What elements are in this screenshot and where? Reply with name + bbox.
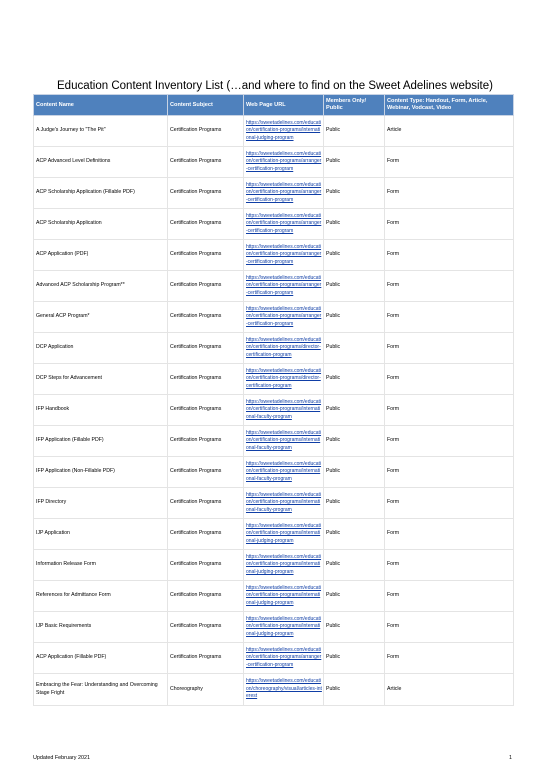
cell-content-type: Form (385, 364, 514, 395)
table-row (34, 457, 514, 488)
cell-content-name: DCP Application (34, 333, 168, 364)
table-row (34, 426, 514, 457)
table-row (34, 643, 514, 674)
cell-members-public: Public (324, 519, 385, 550)
cell-content-name: IJP Basic Requirements (34, 612, 168, 643)
cell-content-subject: Certification Programs (168, 643, 244, 674)
table-row (34, 550, 514, 581)
table-row (34, 364, 514, 395)
cell-content-type: Form (385, 488, 514, 519)
cell-members-public: Public (324, 674, 385, 706)
cell-members-public: Public (324, 209, 385, 240)
cell-content-type: Form (385, 426, 514, 457)
cell-content-subject: Choreography (168, 674, 244, 706)
cell-members-public: Public (324, 116, 385, 147)
cell-content-subject: Certification Programs (168, 488, 244, 519)
cell-content-subject: Certification Programs (168, 271, 244, 302)
cell-web-page-link[interactable]: https://sweetadelines.com/education/certification-programs/international-judging-program (244, 519, 324, 550)
cell-web-page-link[interactable]: https://sweetadelines.com/education/certification-programs/international-faculty-program (244, 395, 324, 426)
cell-web-page-link[interactable]: https://sweetadelines.com/education/certification-programs/arranger-certification-program (244, 271, 324, 302)
cell-content-name: Embracing the Fear: Understanding and Overcoming Stage Fright (34, 674, 168, 706)
cell-members-public: Public (324, 395, 385, 426)
cell-content-name: IJP Application (34, 519, 168, 550)
cell-content-subject: Certification Programs (168, 302, 244, 333)
cell-content-subject: Certification Programs (168, 116, 244, 147)
cell-members-public: Public (324, 581, 385, 612)
table-row (34, 519, 514, 550)
cell-members-public: Public (324, 147, 385, 178)
cell-content-subject: Certification Programs (168, 395, 244, 426)
cell-members-public: Public (324, 178, 385, 209)
cell-content-type: Article (385, 116, 514, 147)
cell-members-public: Public (324, 488, 385, 519)
cell-content-name: IFP Handbook (34, 395, 168, 426)
cell-web-page-link[interactable]: https://sweetadelines.com/education/certification-programs/arranger-certification-program (244, 302, 324, 333)
table-row (34, 395, 514, 426)
cell-members-public: Public (324, 364, 385, 395)
cell-content-subject: Certification Programs (168, 581, 244, 612)
cell-web-page-link[interactable]: https://sweetadelines.com/education/certification-programs/international-judging-program (244, 612, 324, 643)
cell-content-name: IFP Directory (34, 488, 168, 519)
cell-content-type: Form (385, 240, 514, 271)
header-members-public: Members Only/ Public (324, 95, 385, 116)
footer-page-number: 1 (509, 755, 512, 761)
cell-content-type: Form (385, 581, 514, 612)
cell-web-page-link[interactable]: https://sweetadelines.com/education/certification-programs/director-certification-program (244, 364, 324, 395)
cell-web-page-link[interactable]: https://sweetadelines.com/education/choreography/visual/articles-interest (244, 674, 324, 706)
footer-updated: Updated February 2021 (33, 755, 90, 761)
cell-content-type: Form (385, 333, 514, 364)
cell-web-page-link[interactable]: https://sweetadelines.com/education/certification-programs/international-faculty-program (244, 488, 324, 519)
cell-content-subject: Certification Programs (168, 364, 244, 395)
table-row (34, 302, 514, 333)
cell-content-name: Advanced ACP Scholarship Program** (34, 271, 168, 302)
cell-content-subject: Certification Programs (168, 333, 244, 364)
cell-web-page-link[interactable]: https://sweetadelines.com/education/certification-programs/arranger-certification-program (244, 209, 324, 240)
cell-content-subject: Certification Programs (168, 550, 244, 581)
inventory-table (33, 94, 514, 706)
cell-web-page-link[interactable]: https://sweetadelines.com/education/certification-programs/international-faculty-program (244, 457, 324, 488)
header-row (34, 95, 514, 116)
cell-content-name: ACP Application (PDF) (34, 240, 168, 271)
cell-content-name: ACP Scholarship Application (Fillable PDF) (34, 178, 168, 209)
cell-content-name: DCP Steps for Advancement (34, 364, 168, 395)
header-content-name: Content Name (34, 95, 168, 116)
cell-members-public: Public (324, 333, 385, 364)
cell-content-subject: Certification Programs (168, 178, 244, 209)
cell-members-public: Public (324, 457, 385, 488)
cell-web-page-link[interactable]: https://sweetadelines.com/education/certification-programs/international-judging-program (244, 550, 324, 581)
cell-content-subject: Certification Programs (168, 209, 244, 240)
cell-members-public: Public (324, 643, 385, 674)
cell-content-type: Form (385, 519, 514, 550)
cell-web-page-link[interactable]: https://sweetadelines.com/education/certification-programs/international-judging-program (244, 116, 324, 147)
cell-content-type: Form (385, 209, 514, 240)
cell-content-name: IFP Application (Fillable PDF) (34, 426, 168, 457)
cell-content-type: Form (385, 395, 514, 426)
table-row (34, 333, 514, 364)
cell-members-public: Public (324, 271, 385, 302)
table-row (34, 178, 514, 209)
cell-content-name: General ACP Program* (34, 302, 168, 333)
cell-content-subject: Certification Programs (168, 240, 244, 271)
table-row (34, 240, 514, 271)
cell-content-type: Form (385, 643, 514, 674)
cell-content-subject: Certification Programs (168, 426, 244, 457)
cell-content-subject: Certification Programs (168, 612, 244, 643)
header-web-page-url: Web Page URL (244, 95, 324, 116)
cell-content-name: ACP Advanced Level Definitions (34, 147, 168, 178)
cell-content-subject: Certification Programs (168, 147, 244, 178)
cell-web-page-link[interactable]: https://sweetadelines.com/education/certification-programs/arranger-certification-program (244, 240, 324, 271)
cell-members-public: Public (324, 550, 385, 581)
cell-content-type: Form (385, 178, 514, 209)
table-row (34, 488, 514, 519)
cell-members-public: Public (324, 302, 385, 333)
cell-content-subject: Certification Programs (168, 519, 244, 550)
cell-content-type: Form (385, 457, 514, 488)
cell-members-public: Public (324, 426, 385, 457)
cell-content-type: Form (385, 612, 514, 643)
page-title: Education Content Inventory List (…and where to find on the Sweet Adelines website) (57, 80, 493, 92)
cell-content-type: Form (385, 302, 514, 333)
cell-web-page-link[interactable]: https://sweetadelines.com/education/certification-programs/arranger-certification-program (244, 643, 324, 674)
header-content-type: Content Type: Handout, Form, Article, Webinar, Vodcast, Video (385, 95, 514, 116)
cell-web-page-link[interactable]: https://sweetadelines.com/education/certification-programs/international-faculty-program (244, 426, 324, 457)
header-content-subject: Content Subject (168, 95, 244, 116)
cell-web-page-link[interactable]: https://sweetadelines.com/education/certification-programs/arranger-certification-program (244, 147, 324, 178)
cell-members-public: Public (324, 612, 385, 643)
table-row (34, 581, 514, 612)
cell-content-name: References for Admittance Form (34, 581, 168, 612)
cell-members-public: Public (324, 240, 385, 271)
table-row (34, 116, 514, 147)
cell-web-page-link[interactable]: https://sweetadelines.com/education/certification-programs/director-certification-program (244, 333, 324, 364)
cell-content-type: Form (385, 550, 514, 581)
table-row (34, 209, 514, 240)
cell-content-name: Information Release Form (34, 550, 168, 581)
cell-content-type: Form (385, 271, 514, 302)
table-header (34, 95, 514, 116)
cell-content-name: ACP Scholarship Application (34, 209, 168, 240)
cell-content-subject: Certification Programs (168, 457, 244, 488)
cell-web-page-link[interactable]: https://sweetadelines.com/education/certification-programs/international-judging-program (244, 581, 324, 612)
cell-content-name: ACP Application (Fillable PDF) (34, 643, 168, 674)
cell-web-page-link[interactable]: https://sweetadelines.com/education/certification-programs/arranger-certification-program (244, 178, 324, 209)
cell-content-type: Article (385, 674, 514, 706)
table-body (34, 116, 514, 706)
cell-content-type: Form (385, 147, 514, 178)
table-row (34, 147, 514, 178)
table-row (34, 612, 514, 643)
table-row (34, 271, 514, 302)
table-row (34, 674, 514, 706)
cell-content-name: IFP Application (Non-Fillable PDF) (34, 457, 168, 488)
cell-content-name: A Judge's Journey to "The Pit" (34, 116, 168, 147)
